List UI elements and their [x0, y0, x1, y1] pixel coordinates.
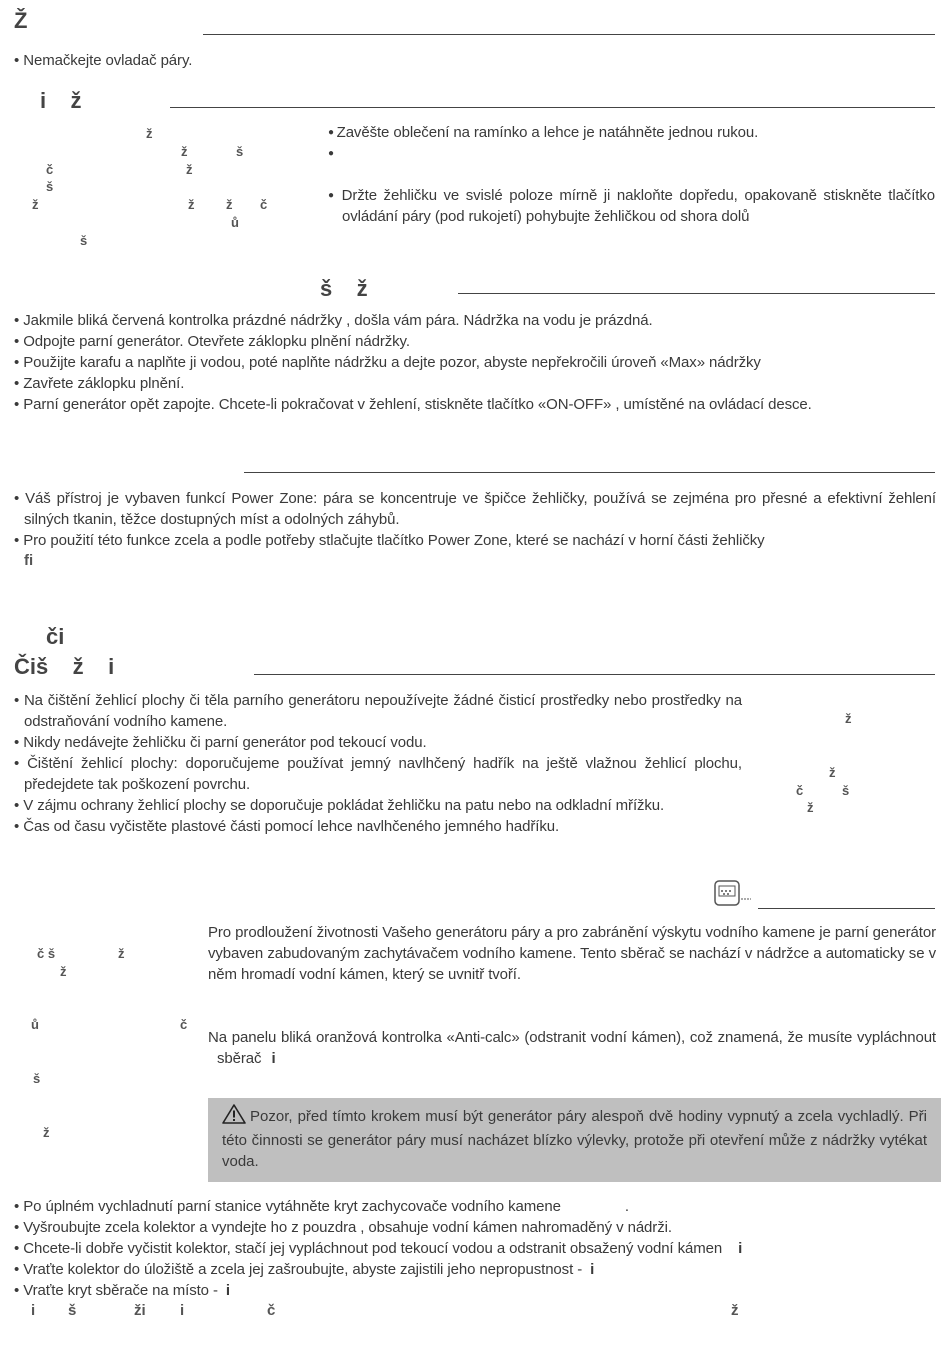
step-text: Vraťte kryt sběrače na místo - [23, 1282, 218, 1299]
section-heading-steam: Ž [14, 8, 28, 33]
fragment: ži [134, 1302, 146, 1319]
list-item: ● Držte žehličku ve svislé poloze mírně ji nakloňte dopředu, opakovaně stiskněte tlačítko ovládání páry (pod rukojetí) pohybujte žehličkou od shora dolů [328, 185, 935, 227]
fragment: š [842, 783, 850, 798]
fragment: š [236, 144, 244, 159]
step-tail: i [225, 1282, 230, 1299]
list-item [14, 1238, 936, 1259]
section1-list [14, 50, 934, 71]
fragment: ž [829, 765, 836, 780]
fragment: ž [118, 946, 125, 961]
step-tail: i [590, 1261, 595, 1278]
warning-text: Pozor, před tímto krokem musí být generátor páry alespoň dvě hodiny vypnutý a zcela vychladlý. Při této činnosti se generátor páry musí nacházet blízko výlevky, protože při otevření může z nádržky vytékat voda. [222, 1108, 927, 1170]
list-item: • Parní generátor opět zapojte. Chcete-li pokračovat v žehlení, stiskněte tlačítko «ON-OFF» , umístěné na ovládací desce. [14, 394, 936, 415]
bullet-text: Na panelu bliká oranžová kontrolka «Anti-calc» (odstranit vodní kámen), což znamená, že musíte vypláchnout sběrač [208, 1029, 936, 1067]
section-heading-vertical: i ž [40, 88, 82, 113]
fragment: č [796, 783, 804, 798]
anticalc-steps [14, 1196, 936, 1301]
fragment: ž [188, 197, 195, 212]
heading-rule [203, 34, 935, 35]
fragment: ž [807, 800, 814, 815]
anticalc-bullet [208, 1027, 936, 1069]
fragment: č š [37, 946, 56, 961]
list-item [14, 1196, 936, 1217]
heading-rule [758, 908, 935, 909]
step-text: Chcete-li dobře vyčistit kolektor, stačí jej vypláchnout pod tekoucí vodou a odstranit obsažený vodní kámen [23, 1240, 723, 1257]
fragment: š [80, 233, 88, 248]
section5-list [14, 690, 742, 837]
fragment: ž [845, 711, 852, 726]
section3-list [14, 310, 936, 415]
fragment: č [260, 197, 268, 212]
fragment: č [46, 162, 54, 177]
list-item: • Čas od času vyčistěte plastové části pomocí lehce navlhčeného jemného hadříku. [14, 816, 742, 837]
list-item: • Na čištění žehlicí plochy či těla parního generátoru nepoužívejte žádné čisticí prostředky nebo prostředky na odstraňování vodního kamene. [14, 690, 742, 732]
fragment: ž [186, 162, 193, 177]
list-item [328, 143, 935, 185]
list-item: • Jakmile bliká červená kontrolka prázdné nádržky , došla vám pára. Nádržka na vodu je prázdná. [14, 310, 936, 331]
fragment: i [180, 1302, 185, 1319]
step-tail: i [738, 1240, 743, 1257]
section-heading-cleaning: Čiš ž i [14, 654, 115, 679]
list-item [14, 1259, 936, 1280]
fragment: š [46, 179, 54, 194]
list-item: • Odpojte parní generátor. Otevřete záklopku plnění nádržky. [14, 331, 936, 352]
fragment: č [180, 1017, 188, 1032]
fragment: i [271, 1050, 276, 1067]
fragment: ž [226, 197, 233, 212]
list-item: • Váš přístroj je vybaven funkcí Power Zone: pára se koncentruje ve špičce žehličky, používá se zejména pro přesné a efektivní žehlení silných tkanin, těžce dostupných míst a odolných záhybů. [14, 488, 936, 530]
fragment: i [31, 1302, 36, 1319]
fragment: č [267, 1302, 276, 1319]
fragment: ž [60, 964, 67, 979]
section-heading-maintenance: či [46, 624, 65, 649]
section-heading-refill: š ž [320, 276, 368, 301]
fragment: š [33, 1071, 41, 1086]
fragment: ž [181, 144, 188, 159]
fragment: ž [146, 126, 153, 141]
step-text: Po úplném vychladnutí parní stanice vytáhněte kryt zachycovače vodního kamene [23, 1198, 561, 1215]
fragment: ů [231, 215, 239, 230]
list-item: • V zájmu ochrany žehlicí plochy se doporučuje pokládat žehličku na patu nebo na odkladní mřížku. [14, 795, 742, 816]
step-tail: . [624, 1198, 629, 1215]
fragment: š [68, 1302, 77, 1319]
step-text: Vraťte kolektor do úložiště a zcela jej zašroubujte, abyste zajistili jeho nepropustnost - [23, 1261, 583, 1278]
list-item: • Čištění žehlicí plochy: doporučujeme používat jemný navlhčený hadřík na ještě vlažnou žehlicí plochu, předejdete tak poškození povrchu. [14, 753, 742, 795]
list-item: ● Zavěšte oblečení na ramínko a lehce je natáhněte jednou rukou. [328, 122, 935, 143]
list-item: • Použijte karafu a naplňte ji vodou, poté naplňte nádržku a dejte pozor, abyste nepřekročili úroveň «Max» nádržky [14, 352, 936, 373]
fragment: ž [32, 197, 39, 212]
fragment: ž [43, 1125, 50, 1140]
heading-rule [458, 293, 935, 294]
heading-rule [254, 674, 935, 675]
heading-rule [170, 107, 935, 108]
warning-triangle-icon [222, 1104, 246, 1130]
list-item: • Nemačkejte ovladač páry. [14, 50, 934, 71]
list-item: • Nikdy nedávejte žehličku či parní generátor pod tekoucí vodu. [14, 732, 742, 753]
list-item [14, 1217, 936, 1238]
section4-list [14, 488, 936, 551]
warning-box [208, 1098, 941, 1182]
step-text: Vyšroubujte zcela kolektor a vyndejte ho z pouzdra , obsahuje vodní kámen nahromaděný v nádrži. [23, 1219, 672, 1236]
fragment: fi [24, 552, 34, 569]
heading-rule [244, 472, 935, 473]
fragment: ž [731, 1302, 739, 1319]
fragment: ů [31, 1017, 39, 1032]
list-item: • Pro použití této funkce zcela a podle potřeby stlačujte tlačítko Power Zone, které se nachází v horní části žehličky [14, 530, 936, 551]
anticalc-indicator-icon [714, 880, 752, 913]
list-item [14, 1280, 936, 1301]
section2-list [328, 122, 935, 227]
anticalc-intro: Pro prodloužení životnosti Vašeho generátoru páry a pro zabránění výskytu vodního kamene je parní generátor vybaven zabudovaným zachytávačem vodního kamene. Tento sběrač se nachází v nádržce a automaticky se v něm hromadí vodní kámen, který se uvnitř tvoří. [208, 924, 936, 983]
list-item: • Zavřete záklopku plnění. [14, 373, 936, 394]
